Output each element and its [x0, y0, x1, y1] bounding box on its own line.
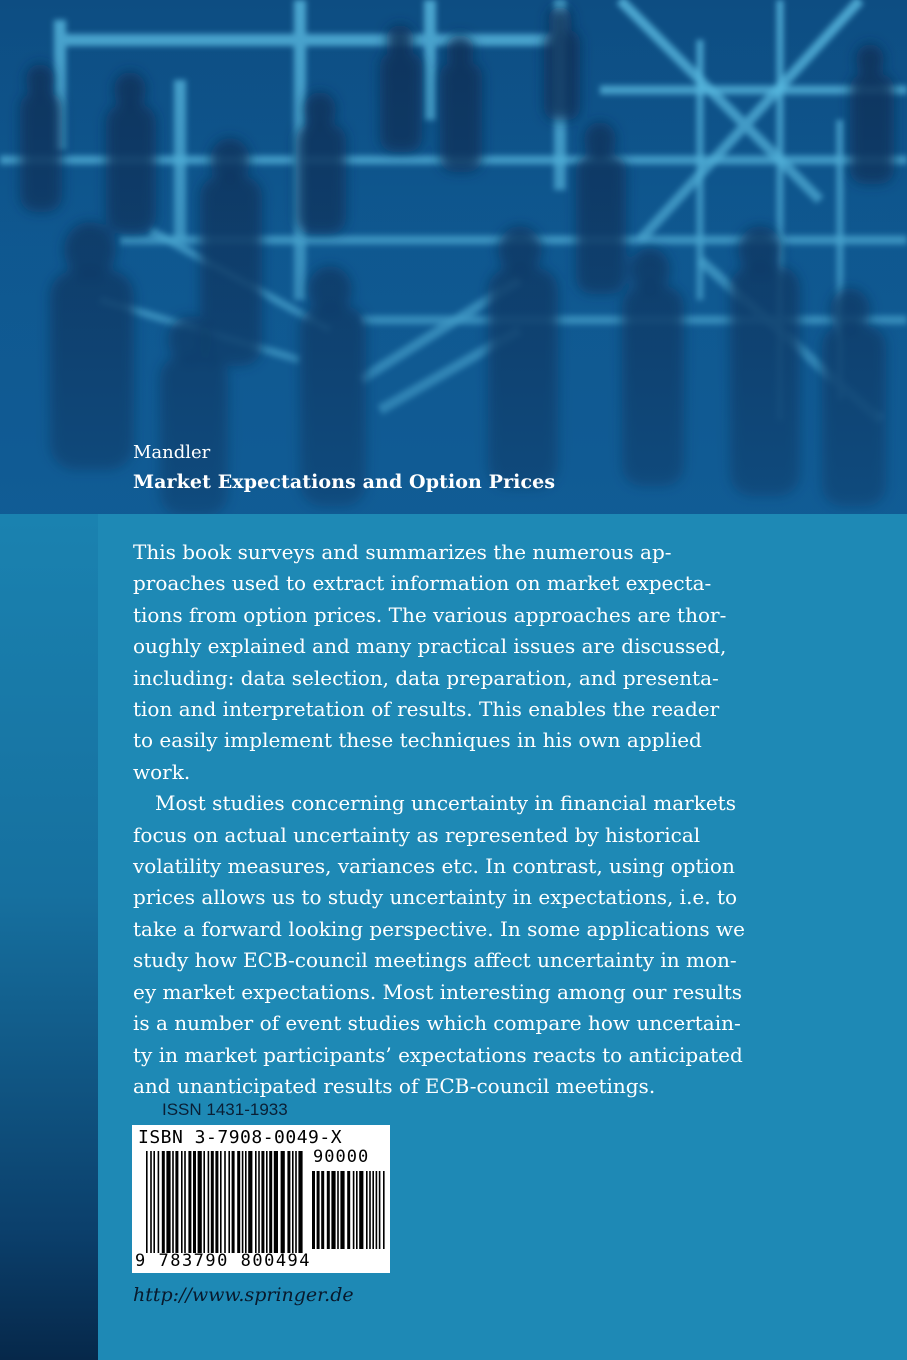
- barcode-bar: [331, 1171, 335, 1249]
- barcode-bar: [184, 1151, 186, 1253]
- text-line: work.: [133, 759, 191, 784]
- barcode-bar: [312, 1171, 315, 1249]
- barcode-bar: [359, 1171, 363, 1249]
- cover-photo: [0, 0, 907, 514]
- barcode-bar: [356, 1171, 358, 1249]
- book-description: [133, 537, 773, 1102]
- barcode-bar: [261, 1151, 264, 1253]
- barcode-bar: [198, 1151, 202, 1253]
- text-line: proaches used to extract information on market expecta-: [133, 571, 712, 596]
- barcode-bar: [366, 1171, 368, 1249]
- barcode-bar: [287, 1151, 290, 1253]
- issn-number: ISSN 1431-1933: [162, 1100, 288, 1119]
- barcode-bar: [181, 1151, 183, 1253]
- crowd-photo-illustration: [0, 0, 907, 514]
- barcode-bar: [220, 1151, 222, 1253]
- barcode-bar: [146, 1151, 148, 1253]
- barcode-bar: [292, 1151, 294, 1253]
- isbn-text: ISBN 3-7908-0049-X: [138, 1127, 343, 1148]
- isbn-barcode: [132, 1125, 390, 1273]
- description-paragraph: [133, 537, 773, 788]
- barcode-bar: [245, 1151, 247, 1253]
- text-line: is a number of event studies which compare how uncertain-: [133, 1011, 741, 1036]
- ean-digits: 9 783790 800494: [135, 1251, 312, 1271]
- barcode-bar: [321, 1171, 324, 1249]
- barcode-bar: [193, 1151, 196, 1253]
- barcode-bar: [369, 1171, 371, 1249]
- text-line: focus on actual uncertainty as represented by historical: [133, 822, 701, 847]
- barcode-bar: [274, 1151, 278, 1253]
- barcode-bar: [150, 1151, 152, 1253]
- barcode-bar: [228, 1151, 230, 1253]
- barcode-bar: [340, 1171, 344, 1249]
- barcode-bar: [337, 1171, 339, 1249]
- barcode-bar: [327, 1171, 330, 1249]
- barcode-bar: [153, 1151, 155, 1253]
- barcode-bar: [379, 1171, 381, 1249]
- barcode-bar: [295, 1151, 297, 1253]
- text-line: prices allows us to study uncertainty in expectations, i.e. to: [133, 885, 738, 910]
- barcode-bar: [255, 1151, 257, 1253]
- text-line: Most studies concerning uncertainty in financial markets: [155, 791, 736, 816]
- barcode-bar: [215, 1151, 218, 1253]
- barcode-bar: [172, 1151, 174, 1253]
- text-line: oughly explained and many practical issues are discussed,: [133, 634, 727, 659]
- text-line: ey market expectations. Most interesting among our results: [133, 979, 743, 1004]
- barcode-bar: [353, 1171, 355, 1249]
- text-line: ty in market participants’ expectations reacts to anticipated: [133, 1042, 743, 1067]
- text-line: take a forward looking perspective. In some applications we: [133, 916, 745, 941]
- barcode-bar: [347, 1171, 350, 1249]
- barcode-bar: [376, 1171, 378, 1249]
- book-title: Market Expectations and Option Prices: [133, 471, 556, 493]
- barcode-bar: [158, 1151, 160, 1253]
- text-line: to easily implement these techniques in his own applied: [133, 728, 702, 753]
- text-line: tion and interpretation of results. This enables the reader: [133, 697, 720, 722]
- barcode-bar: [232, 1151, 235, 1253]
- barcode-bar: [281, 1151, 285, 1253]
- text-line: including: data selection, data preparation, and presenta-: [133, 665, 719, 690]
- barcode-bar: [162, 1151, 165, 1253]
- text-line: and unanticipated results of ECB-council meetings.: [133, 1073, 656, 1098]
- text-line: This book surveys and summarizes the numerous ap-: [133, 540, 672, 564]
- barcode-bar: [317, 1171, 320, 1249]
- text-line: volatility measures, variances etc. In contrast, using option: [133, 854, 735, 879]
- barcode-bar: [269, 1151, 272, 1253]
- barcode-bar: [242, 1151, 244, 1253]
- barcode-bar: [258, 1151, 260, 1253]
- price-code: 90000: [313, 1147, 370, 1167]
- description-paragraph: [133, 788, 773, 1102]
- text-line: tions from option prices. The various approaches are thor-: [133, 602, 727, 627]
- text-line: study how ECB-council meetings affect uncertainty in mon-: [133, 948, 737, 973]
- barcode-bar: [372, 1171, 374, 1249]
- barcode-bar: [298, 1151, 302, 1253]
- barcode-bar: [237, 1151, 240, 1253]
- barcode-bar: [175, 1151, 178, 1253]
- barcode-bar: [266, 1151, 268, 1253]
- barcode-bar: [383, 1171, 385, 1249]
- barcode-bar: [166, 1151, 170, 1253]
- barcode-bar: [248, 1151, 252, 1253]
- barcode-bar: [188, 1151, 191, 1253]
- barcode-bar: [224, 1151, 226, 1253]
- barcode-bar: [211, 1151, 214, 1253]
- publisher-url: http://www.springer.de: [133, 1284, 354, 1306]
- barcode-bar: [203, 1151, 205, 1253]
- author-name: Mandler: [133, 442, 211, 463]
- left-color-strip: [0, 514, 98, 1360]
- barcode-bar: [208, 1151, 210, 1253]
